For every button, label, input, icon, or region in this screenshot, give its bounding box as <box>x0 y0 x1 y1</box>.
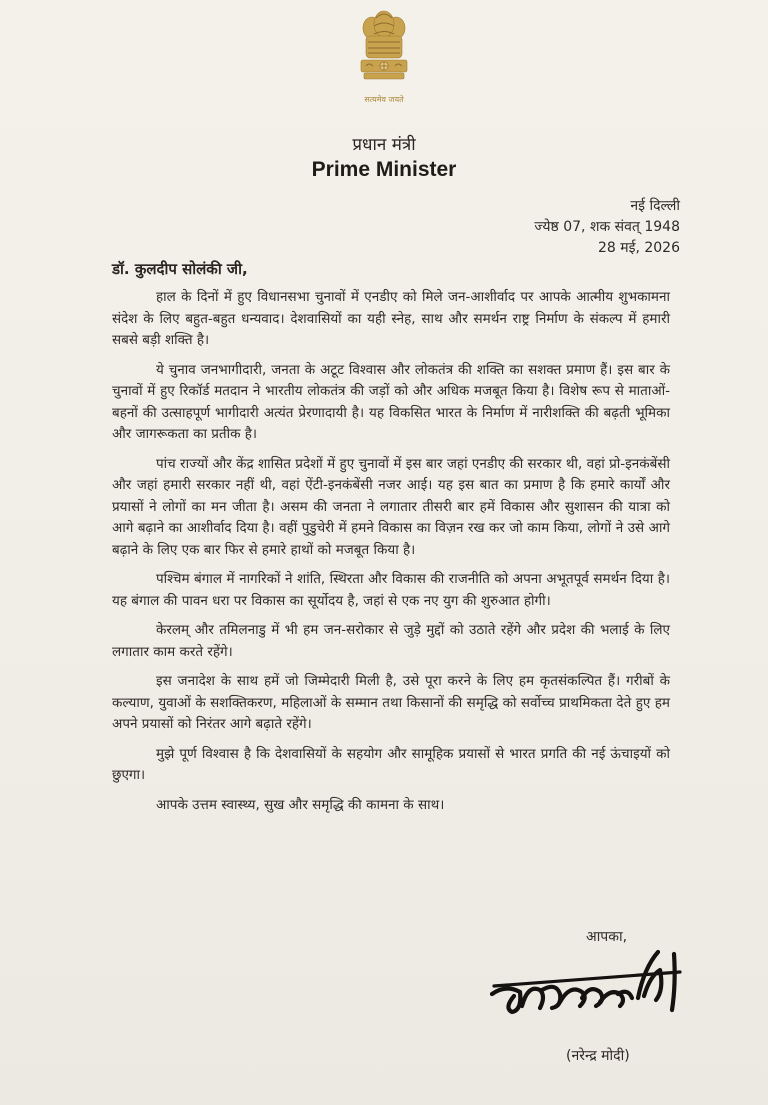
office-title-hindi: प्रधान मंत्री <box>352 135 416 155</box>
gregorian-date: 28 मई, 2026 <box>597 240 680 256</box>
saka-date: ज्येष्ठ 07, शक संवत् 1948 <box>534 219 680 235</box>
paragraph: ये चुनाव जनभागीदारी, जनता के अटूट विश्वास और लोकतंत्र की शक्ति का सशक्त प्रमाण हैं। इस बार के चुनावों में हुए रिकॉर्ड मतदान ने भारतीय लोकतंत्र की जड़ों को और अधिक मजबूत किया है। विशेष रूप से माताओं-बहनों की उत्साहपूर्ण भागीदारी अत्यंत प्रेरणादायी है। यह विकसित भारत के निर्माण में नारीशक्ति की बढ़ती भूमिका और जागरूकता का प्रतीक है। <box>112 361 670 442</box>
paragraph: इस जनादेश के साथ हमें जो जिम्मेदारी मिली है, उसे पूरा करने के लिए हम कृतसंकल्पित हैं। गरीबों के कल्याण, युवाओं के सशक्तिकरण, महिलाओं के सम्मान तथा किसानों की समृद्धि को सर्वोच्च प्राथमिकता देते हुए हम अपने प्रयासों को निरंतर आगे बढ़ाते रहेंगे। <box>112 673 670 732</box>
paragraph: पश्चिम बंगाल में नागरिकों ने शांति, स्थिरता और विकास की राजनीति को अपना अभूतपूर्व समर्थन दिया है। यह बंगाल की पावन धरा पर विकास का सूर्योदय है, जहां से एक नए युग की शुरुआत होगी। <box>112 571 670 609</box>
city: नई दिल्ली <box>630 198 680 214</box>
paragraph: केरलम् और तमिलनाडु में भी हम जन-सरोकार से जुड़े मुद्दों को उठाते रहेंगे और प्रदेश की भलाई के लिए लगातार काम करते रहेंगे। <box>112 622 670 660</box>
handwritten-signature-icon <box>488 946 688 1040</box>
paragraph: पांच राज्यों और केंद्र शासित प्रदेशों में हुए चुनावों में इस बार जहां एनडीए की सरकार थी, वहां प्रो-इनकंबेंसी और जहां हमारी सरकार नहीं थी, वहां ऐंटी-इनकंबेंसी नजर आई। यह इस बात का प्रमाण है कि हमारे कार्यों और प्रयासों ने लोगों का मन जीता है। असम की जनता ने लगातार तीसरी बार हमें विकास और सुशासन की यात्रा को आगे बढ़ाने का आशीर्वाद दिया है। वहीं पुडुचेरी में हमने विकास का विज़न रख कर जो काम किया, लोगों ने उसे आगे बढ़ाने के लिए एक बार फिर से हमारे हाथों को मजबूत किया है। <box>112 455 670 558</box>
closing: आपका, <box>586 929 628 945</box>
paragraph: आपके उत्तम स्वास्थ्य, सुख और समृद्धि की कामना के साथ। <box>156 796 445 813</box>
emblem-motto: सत्यमेव जयते <box>364 95 404 104</box>
salutation: डॉ. कुलदीप सोलंकी जी, <box>112 260 248 278</box>
national-emblem-icon <box>352 8 416 92</box>
paragraph: हाल के दिनों में हुए विधानसभा चुनावों में एनडीए को मिले जन-आशीर्वाद पर आपके आत्मीय शुभकामना संदेश के लिए बहुत-बहुत धन्यवाद। देशवासियों का यही स्नेह, साथ और समर्थन राष्ट्र निर्माण के संकल्प में हमारी सबसे बड़ी शक्ति है। <box>112 289 670 348</box>
paragraph: मुझे पूर्ण विश्वास है कि देशवासियों के सहयोग और सामूहिक प्रयासों से भारत प्रगति की नई ऊंचाइयों को छुएगा। <box>112 745 670 783</box>
office-title-english: Prime Minister <box>311 158 457 181</box>
letter-body <box>112 287 670 824</box>
signatory-name: (नरेन्द्र मोदी) <box>566 1048 630 1064</box>
place-and-date <box>534 196 680 259</box>
